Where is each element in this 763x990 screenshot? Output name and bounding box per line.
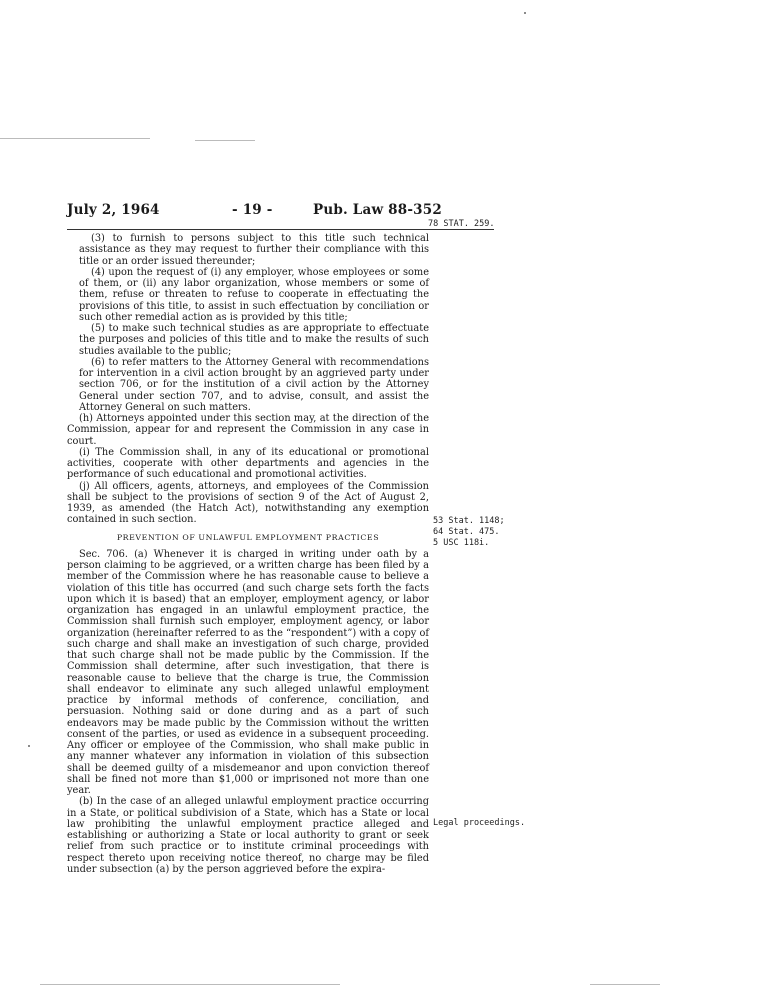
- body-paragraph: (6) to refer matters to the Attorney General with recommendations for intervention in a civil action brought by an aggrieved party under section 706, or for the institution of a civil action by the Attorney General under section 707, and to advise, consult, and assist the Attorney General on such matters.: [79, 356, 429, 413]
- scan-artifact-line: [195, 140, 255, 141]
- header-stat-reference: 78 STAT. 259.: [428, 219, 495, 229]
- margin-note-citation: 53 Stat. 1148;: [433, 516, 505, 526]
- section-heading: PREVENTION OF UNLAWFUL EMPLOYMENT PRACTICES: [116, 532, 380, 542]
- margin-note-hatch-act: [433, 516, 505, 549]
- body-paragraph: (3) to furnish to persons subject to this title such technical assistance as they may request to further their compliance with this title or an order issued thereunder;: [79, 233, 429, 267]
- body-paragraph: (h) Attorneys appointed under this section may, at the direction of the Commission, appear for and represent the Commission in any case in court.: [67, 413, 429, 447]
- header-public-law: Pub. Law 88-352: [313, 202, 442, 218]
- margin-note-citation: 64 Stat. 475.: [433, 527, 500, 537]
- scan-artifact-line: [0, 138, 150, 139]
- header-page-number: - 19 -: [232, 202, 273, 218]
- body-paragraph: Sec. 706. (a) Whenever it is charged in writing under oath by a person claiming to be aggrieved, or a written charge has been filed by a member of the Commission where he has reasonable cause to believe a violation of this title has occurred (and such charge sets forth the facts upon which it is based) that an employer, employment agency, or labor organization has engaged in an unlawful employment practice, the Commission shall furnish such employer, employment agency, or labor organization (hereinafter referred to as the “respondent”) with a copy of such charge and shall make an investigation of such charge, provided that such charge shall not be made public by the Commission. If the Commission shall determine, after such investigation, that there is reasonable cause to believe that the charge is true, the Commission shall endeavor to eliminate any such alleged unlawful employment practice by informal methods of conference, conciliation, and persuasion. Nothing said or done during and as a part of such endeavors may be made public by the Commission without the written consent of the parties, or used as evidence in a subsequent proceeding. Any officer or employee of the Commission, who shall make public in any manner whatever any information in violation of this subsection shall be deemed guilty of a misdemeanor and upon conviction thereof shall be fined not more than $1,000 or imprisoned not more than one year.: [67, 548, 429, 796]
- header-date: July 2, 1964: [67, 202, 160, 218]
- body-paragraph: (5) to make such technical studies as are appropriate to effectuate the purposes and policies of this title and to make the results of such studies available to the public;: [79, 323, 429, 357]
- scan-artifact-line: [40, 984, 340, 985]
- body-paragraph: (4) upon the request of (i) any employer, whose employees or some of them, or (ii) any labor organization, whose members or some of them, refuse or threaten to refuse to cooperate in effectuating the provisions of this title, to assist in such effectuation by conciliation or such other remedial action as is provided by this title;: [79, 266, 429, 323]
- scan-artifact-line: [590, 984, 660, 985]
- statute-body-text: [67, 233, 429, 875]
- scan-artifact-dot: [28, 745, 30, 747]
- body-paragraph: (i) The Commission shall, in any of its educational or promotional activities, cooperate with other departments and agencies in the performance of such educational and promotional activities.: [67, 446, 429, 481]
- scan-artifact-dot: [524, 12, 526, 14]
- header-rule: [67, 229, 494, 230]
- margin-note-legal-proceedings: Legal proceedings.: [433, 818, 526, 828]
- margin-note-citation: 5 USC 118i.: [433, 538, 490, 548]
- body-paragraph: (b) In the case of an alleged unlawful employment practice occurring in a State, or political subdivision of a State, which has a State or local law prohibiting the unlawful employment practice alleged and establishing or authorizing a State or local authority to grant or seek relief from such practice or to institute criminal proceedings with respect thereto upon receiving notice thereof, no charge may be filed under subsection (a) by the person aggrieved before the expira-: [67, 796, 429, 875]
- body-paragraph: (j) All officers, agents, attorneys, and employees of the Commission shall be subject to the provisions of section 9 of the Act of August 2, 1939, as amended (the Hatch Act), notwithstanding any exemption contained in such section.: [67, 480, 429, 526]
